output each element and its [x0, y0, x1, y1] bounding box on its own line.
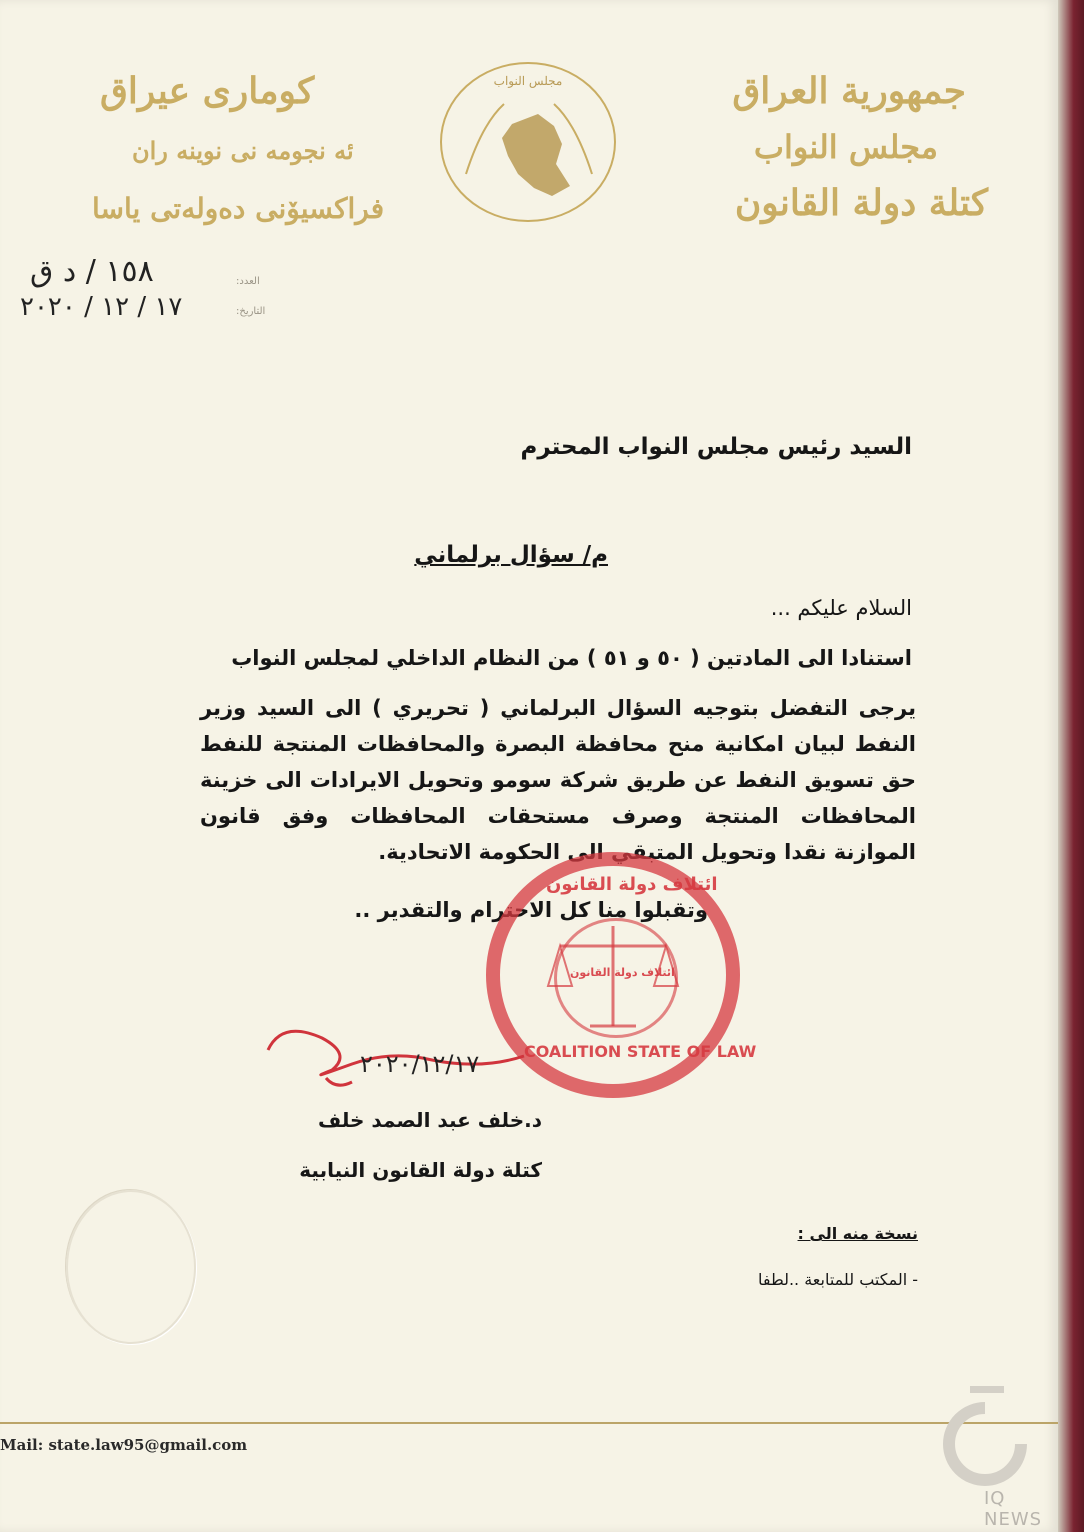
- parliament-seal: [440, 62, 616, 222]
- letterhead-right-line2: مجلس النواب: [753, 128, 938, 166]
- body-paragraph: يرجى التفضل بتوجيه السؤال البرلماني ( تحريري ) الى السيد وزير النفط لبيان امكانية منح محافظة البصرة والمحافظات المنتجة للنفط حق تسويق النفط عن طريق شركة سومو وتحويل الايرادات الى خزينة المحافظات المنتجة وصرف مستحقات المحافظات وفق قانون الموازنة نقدا وتحويل المتبقي الى الحكومة الاتحادية.: [200, 696, 916, 864]
- letterhead-left-line2: ئه نجومه نى نوينه ران: [132, 136, 354, 165]
- footer-email: Mail: state.law95@gmail.com: [0, 1436, 248, 1454]
- folder-edge: [1058, 0, 1084, 1532]
- iq-news-logo-icon: [930, 1380, 1040, 1500]
- signature-date: ٢٠٢٠/١٢/١٧: [360, 1050, 480, 1078]
- reference-date: ١٧ / ١٢ / ٢٠٢٠: [20, 292, 183, 322]
- stamp-inner-text: ائتلاف دولة القانون: [570, 966, 675, 979]
- scales-icon: [500, 866, 726, 1084]
- subject: م/ سؤال برلماني: [414, 542, 608, 568]
- date-label: التاريخ:: [236, 306, 266, 317]
- closing: وتقبلوا منا كل الاحترام والتقدير ..: [354, 898, 708, 922]
- stamp-english-text: COALITION STATE OF LAW: [524, 1042, 757, 1061]
- letterhead-right-line3: كتلة دولة القانون: [734, 182, 988, 224]
- seal-text: مجلس النواب: [493, 74, 563, 88]
- signatory-bloc: كتلة دولة القانون النيابية: [299, 1158, 542, 1182]
- letterhead-left-line1: كومارى عيراق: [100, 70, 315, 112]
- footer-rule: [0, 1422, 1058, 1424]
- greeting: السلام عليكم ...: [770, 596, 912, 620]
- stamp-arabic-text: ائتلاف دولة القانون: [546, 874, 718, 895]
- embossed-seal: [66, 1190, 196, 1344]
- letterhead-right-line1: جمهورية العراق: [732, 70, 966, 112]
- letterhead-left-line3: فراكسيۆنى دەولەتى ياسا: [92, 192, 385, 225]
- number-label: العدد:: [236, 276, 260, 287]
- signatory-name: د.خلف عبد الصمد خلف: [318, 1108, 542, 1132]
- addressee: السيد رئيس مجلس النواب المحترم: [520, 434, 912, 460]
- copy-label: نسخة منه الى :: [797, 1224, 918, 1243]
- basis-line: استنادا الى المادتين ( ٥٠ و ٥١ ) من النظام الداخلي لمجلس النواب: [231, 646, 912, 670]
- copy-item: - المكتب للمتابعة ..لطفا: [758, 1270, 918, 1289]
- iq-news-watermark-text: IQ NEWS: [984, 1488, 1043, 1530]
- iraq-map-icon: [442, 64, 614, 220]
- reference-number: ١٥٨ / د ق: [30, 254, 154, 289]
